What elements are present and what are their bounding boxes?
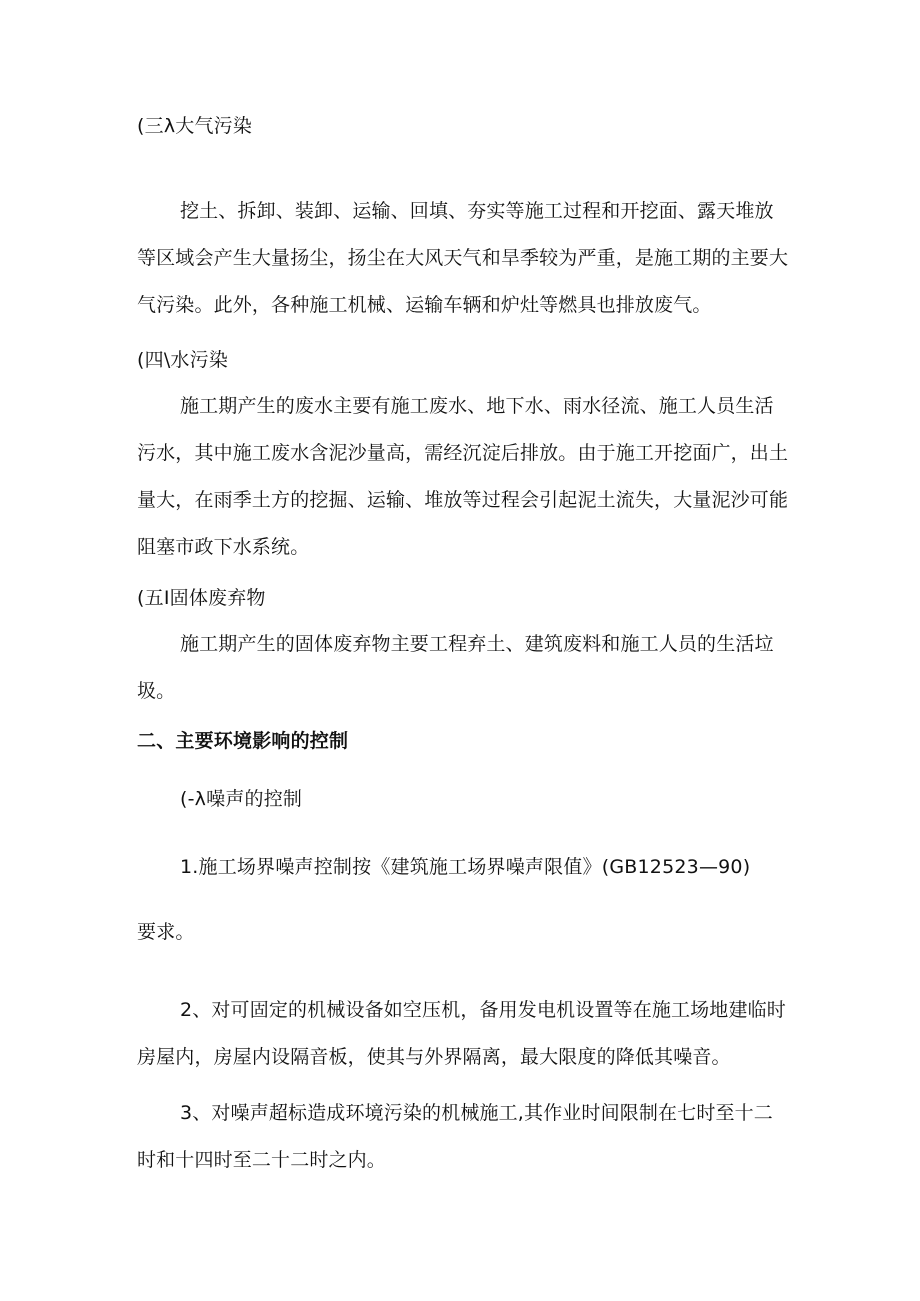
list-item-1-line-1: 1.施工场界噪声控制按《建筑施工场界噪声限值》(GB12523—90) — [180, 856, 751, 878]
section-heading-solid-waste: (五I固体废弃物 — [137, 587, 266, 609]
paragraph-text: 3、对噪声超标造成环境污染的机械施工,其作业时间限制在七时至十二时和十四时至二十二时之内。 — [137, 1102, 773, 1171]
paragraph-air-pollution — [137, 188, 792, 329]
list-item-3 — [137, 1090, 792, 1184]
list-item-1-line-2: 要求。 — [137, 921, 195, 943]
paragraph-text: 2、对可固定的机械设备如空压机，备用发电机设置等在施工场地建临时房屋内，房屋内设隔音板，使其与外界隔离，最大限度的降低其噪音。 — [137, 999, 786, 1068]
subsection-heading-noise-control: (-λ噪声的控制 — [180, 788, 303, 810]
list-item-2 — [137, 987, 792, 1081]
section-heading-air-pollution: (三λ大气污染 — [137, 115, 253, 137]
paragraph-water-pollution — [137, 383, 792, 571]
paragraph-text: 施工期产生的固体废弃物主要工程弃土、建筑废料和施工人员的生活垃圾。 — [137, 633, 774, 702]
section-heading-water-pollution: (四\水污染 — [137, 349, 229, 371]
paragraph-text: 挖土、拆卸、装卸、运输、回填、夯实等施工过程和开挖面、露天堆放等区域会产生大量扬尘，扬尘在大风天气和旱季较为严重，是施工期的主要大气污染。此外，各种施工机械、运输车辆和炉灶等燃具也排放废气。 — [137, 200, 789, 316]
paragraph-text: 施工期产生的废水主要有施工废水、地下水、雨水径流、施工人员生活污水，其中施工废水含泥沙量高，需经沉淀后排放。由于施工开挖面广，出土量大，在雨季土方的挖掘、运输、堆放等过程会引起泥土流失，大量泥沙可能阻塞市政下水系统。 — [137, 395, 789, 558]
paragraph-solid-waste — [137, 621, 792, 715]
section-heading-environment-control: 二、主要环境影响的控制 — [137, 730, 349, 752]
